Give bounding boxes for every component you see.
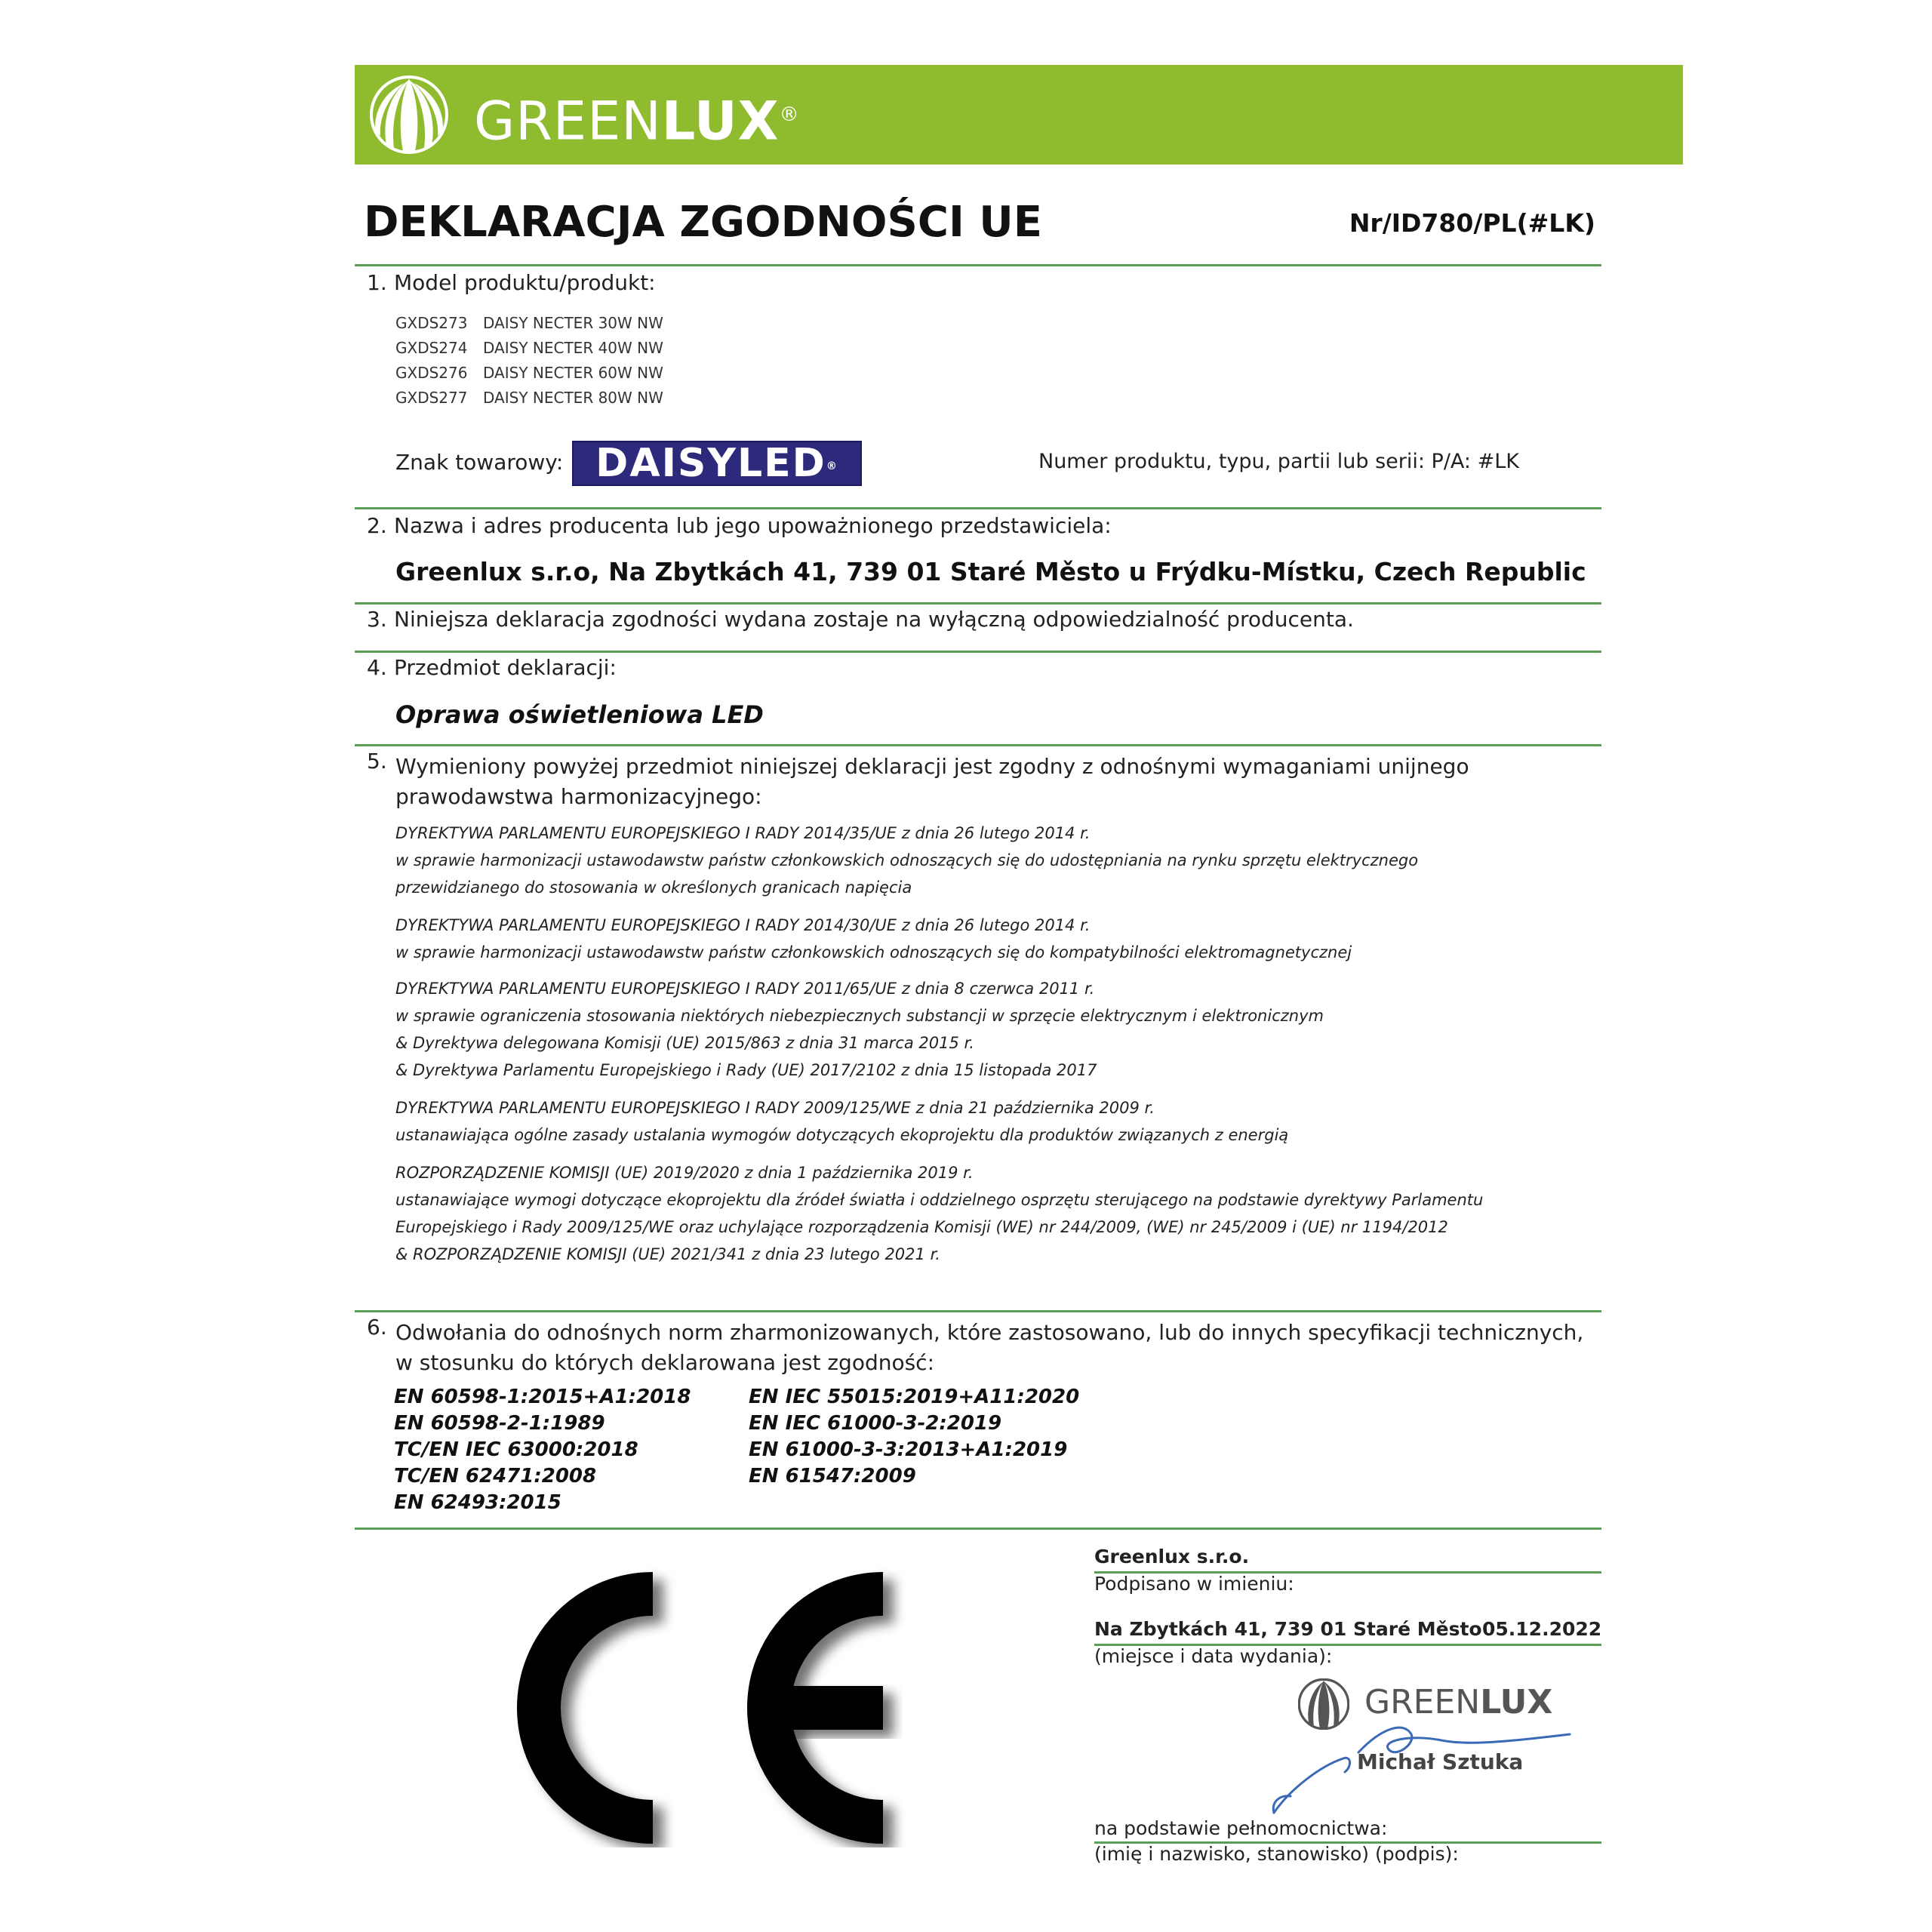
directive-line: w sprawie ograniczenia stosowania niektórych niebezpiecznych substancji w sprzęcie elektrycznym i elektronicznym bbox=[395, 1007, 1324, 1025]
section-3-heading bbox=[367, 607, 1354, 632]
section-number: 4. bbox=[367, 655, 387, 680]
standard: EN IEC 55015:2019+A11:2020 bbox=[749, 1386, 1080, 1408]
directive-block bbox=[395, 912, 1603, 966]
divider bbox=[355, 1310, 1601, 1312]
brand-bold: LUX bbox=[661, 90, 780, 152]
standard: EN 61000-3-3:2013+A1:2019 bbox=[749, 1438, 1068, 1461]
brand-registered: ® bbox=[779, 103, 800, 126]
model-row bbox=[395, 386, 663, 411]
trademark-text: DAISYLED bbox=[595, 441, 826, 486]
directive-block bbox=[395, 820, 1603, 901]
directive-line: przewidzianego do stosowania w określonych granicach napięcia bbox=[395, 878, 912, 897]
directive-block bbox=[395, 1094, 1603, 1149]
model-row bbox=[395, 361, 663, 386]
model-code: GXDS276 bbox=[395, 364, 468, 382]
signer-name: Michał Sztuka bbox=[1357, 1749, 1524, 1774]
stamp-brand-bold: LUX bbox=[1480, 1683, 1553, 1721]
directive-line: Europejskiego i Rady 2009/125/WE oraz uchylające rozporządzenia Komisji (WE) nr 244/2009, (WE) nr 245/2009 i (UE) nr 1194/2012 bbox=[395, 1218, 1448, 1236]
directive-line: w sprawie harmonizacji ustawodawstw państw członkowskich odnoszących się do kompatybilności elektromagnetycznej bbox=[395, 943, 1352, 961]
divider bbox=[355, 264, 1601, 266]
name-position-label: (imię i nazwisko, stanowisko) (podpis): bbox=[1094, 1843, 1459, 1865]
standard: EN 62493:2015 bbox=[394, 1491, 561, 1514]
standards-left bbox=[394, 1384, 691, 1516]
section-label: Nazwa i adres producenta lub jego upoważnionego przedstawiciela: bbox=[394, 513, 1112, 538]
model-list bbox=[395, 311, 663, 411]
standards-right bbox=[749, 1384, 1079, 1490]
place-date-label: (miejsce i data wydania): bbox=[1094, 1645, 1333, 1667]
section-4-heading bbox=[367, 655, 617, 680]
brand-plain: GREEN bbox=[474, 90, 662, 152]
product-number: Numer produktu, typu, partii lub serii: P/A: #LK bbox=[1038, 450, 1519, 473]
issue-place: Na Zbytkách 41, 739 01 Staré Město bbox=[1094, 1618, 1482, 1640]
divider bbox=[355, 1527, 1601, 1530]
standard: TC/EN 62471:2008 bbox=[394, 1465, 597, 1487]
standard: EN 60598-1:2015+A1:2018 bbox=[394, 1386, 691, 1408]
document-number: Nr/ID780/PL(#LK) bbox=[1349, 208, 1595, 238]
directive-line: ustanawiające wymogi dotyczące ekoprojektu dla źródeł światła i oddzielnego osprzętu sterującego na podstawie dyrektywy Parlamentu bbox=[395, 1191, 1484, 1209]
divider bbox=[355, 651, 1601, 653]
section-6-number: 6. bbox=[367, 1315, 387, 1340]
divider bbox=[355, 602, 1601, 605]
model-name: DAISY NECTER 80W NW bbox=[483, 389, 663, 407]
manufacturer-address: Greenlux s.r.o, Na Zbytkách 41, 739 01 Staré Město u Frýdku-Místku, Czech Republic bbox=[395, 557, 1586, 586]
document-title: DEKLARACJA ZGODNOŚCI UE bbox=[364, 198, 1043, 247]
directive-line: DYREKTYWA PARLAMENTU EUROPEJSKIEGO I RADY 2014/30/UE z dnia 26 lutego 2014 r. bbox=[395, 916, 1091, 934]
standard: EN IEC 61000-3-2:2019 bbox=[749, 1412, 1002, 1435]
section-label: Model produktu/produkt: bbox=[394, 270, 656, 295]
declaration-subject: Oprawa oświetleniowa LED bbox=[395, 700, 764, 729]
directive-line: & Dyrektywa delegowana Komisji (UE) 2015/863 z dnia 31 marca 2015 r. bbox=[395, 1034, 974, 1052]
section-6-label: Odwołania do odnośnych norm zharmonizowanych, które zastosowano, lub do innych specyfikacji technicznych, w stosunku do których deklarowana jest zgodność: bbox=[395, 1320, 1584, 1375]
model-code: GXDS273 bbox=[395, 314, 468, 332]
issue-date: 05.12.2022 bbox=[1482, 1618, 1602, 1640]
section-5-label: Wymieniony powyżej przedmiot niniejszej deklaracji jest zgodny z odnośnymi wymaganiami unijnego prawodawstwa harmonizacyjnego: bbox=[395, 754, 1469, 809]
standard: TC/EN IEC 63000:2018 bbox=[394, 1438, 638, 1461]
directive-line: w sprawie harmonizacji ustawodawstw państw członkowskich odnoszących się do udostępniania na rynku sprzętu elektrycznego bbox=[395, 851, 1419, 869]
directive-line: ROZPORZĄDZENIE KOMISJI (UE) 2019/2020 z dnia 1 października 2019 r. bbox=[395, 1164, 974, 1182]
standard: EN 61547:2009 bbox=[749, 1465, 916, 1487]
directive-line: DYREKTYWA PARLAMENTU EUROPEJSKIEGO I RADY 2009/125/WE z dnia 21 października 2009 r. bbox=[395, 1099, 1155, 1117]
directive-line: & ROZPORZĄDZENIE KOMISJI (UE) 2021/341 z dnia 23 lutego 2021 r. bbox=[395, 1245, 940, 1263]
ce-mark-icon bbox=[498, 1568, 906, 1847]
section-number: 3. bbox=[367, 607, 387, 632]
authority-label: na podstawie pełnomocnictwa: bbox=[1094, 1817, 1388, 1839]
model-name: DAISY NECTER 40W NW bbox=[483, 339, 663, 357]
divider bbox=[355, 507, 1601, 509]
section-label: Przedmiot deklaracji: bbox=[394, 655, 617, 680]
greenlux-logo-icon bbox=[370, 75, 448, 154]
standard: EN 60598-2-1:1989 bbox=[394, 1412, 605, 1435]
section-2-heading bbox=[367, 513, 1112, 538]
directive-line: ustanawiająca ogólne zasady ustalania wymogów dotyczących ekoprojektu dla produktów związanych z energią bbox=[395, 1126, 1289, 1144]
section-label: Niniejsza deklaracja zgodności wydana zostaje na wyłączną odpowiedzialność producenta. bbox=[394, 607, 1354, 632]
section-5-number: 5. bbox=[367, 749, 387, 774]
model-name: DAISY NECTER 30W NW bbox=[483, 314, 663, 332]
model-code: GXDS277 bbox=[395, 389, 468, 407]
directive-block bbox=[395, 1159, 1603, 1268]
directive-line: & Dyrektywa Parlamentu Europejskiego i Rady (UE) 2017/2102 z dnia 15 listopada 2017 bbox=[395, 1061, 1097, 1079]
brand-banner bbox=[355, 65, 1683, 165]
model-row bbox=[395, 336, 663, 361]
signed-on-behalf-label: Podpisano w imieniu: bbox=[1094, 1573, 1294, 1595]
brand-wordmark bbox=[474, 78, 800, 157]
model-row bbox=[395, 311, 663, 336]
directive-line: DYREKTYWA PARLAMENTU EUROPEJSKIEGO I RADY 2014/35/UE z dnia 26 lutego 2014 r. bbox=[395, 824, 1091, 842]
model-code: GXDS274 bbox=[395, 339, 468, 357]
section-number: 2. bbox=[367, 513, 387, 538]
signature-company: Greenlux s.r.o. bbox=[1094, 1546, 1250, 1567]
section-number: 1. bbox=[367, 270, 387, 295]
divider bbox=[355, 744, 1601, 746]
directive-block bbox=[395, 975, 1603, 1084]
stamp-brand-plain: GREEN bbox=[1364, 1683, 1481, 1721]
section-1-heading bbox=[367, 270, 656, 295]
trademark-label: Znak towarowy: bbox=[395, 450, 564, 475]
handwritten-signature-icon bbox=[1268, 1713, 1585, 1819]
daisyled-logo: DAISYLED® bbox=[572, 441, 862, 486]
model-name: DAISY NECTER 60W NW bbox=[483, 364, 663, 382]
directive-line: DYREKTYWA PARLAMENTU EUROPEJSKIEGO I RADY 2011/65/UE z dnia 8 czerwca 2011 r. bbox=[395, 980, 1095, 998]
